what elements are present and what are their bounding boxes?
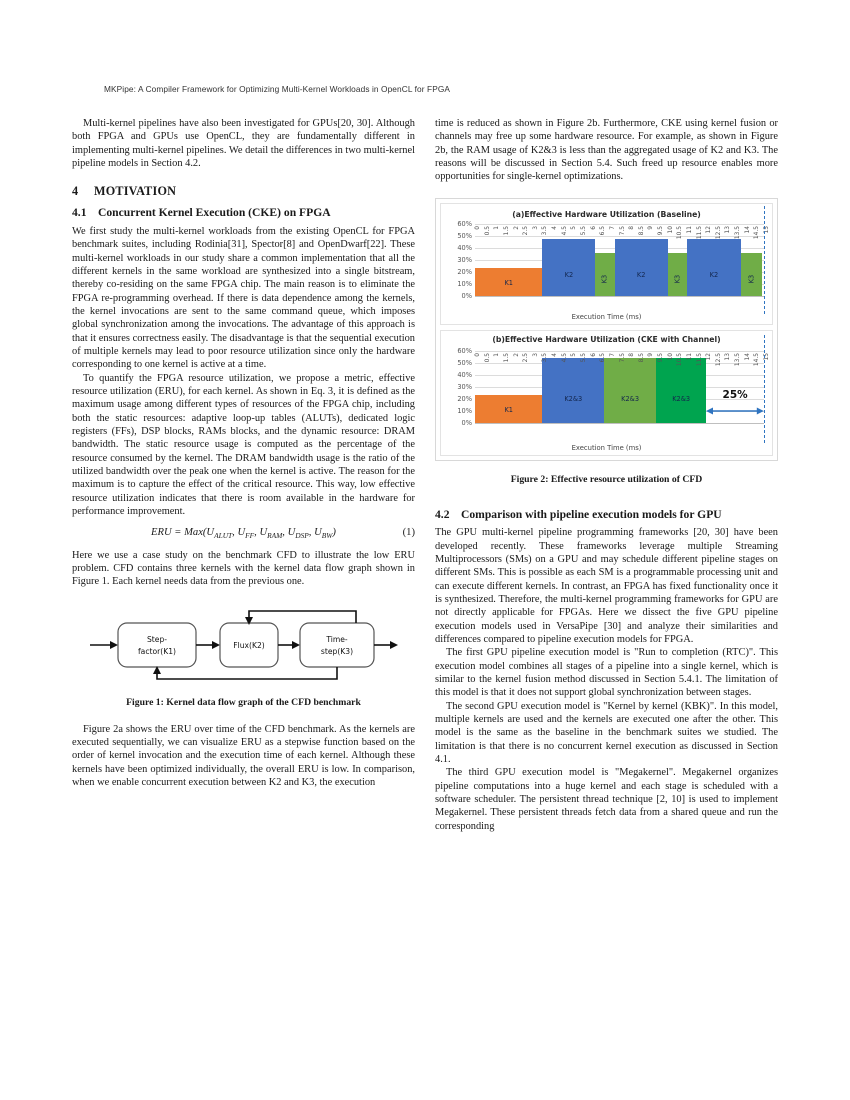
chart-savings-arrow [706,405,764,417]
chart-ytick-label: 0% [461,291,472,300]
paragraph-left-3: To quantify the FPGA resource utilization, we propose a metric, effective resource utilization (ERU), for each kernel. As shown in Eq. 3, it is defined as the maximum usage among different types of resources of the FPGA chip, including both the static resources: adaptive loop-up tables (ALUTs), dedicated logic registers (FFs), DSP blocks, RAMs blocks, and the dynamic resource: DRAM bandwidth. The static resource usage is computed as the percentage of the resource consumed by the kernel. The DRAM bandwidth usage is the ratio of the utilized bandwidth over the peak one when the kernel is active. The reason for the maximum is to capture the effect of the critical resource. This way, low effective resource utilization indicates that there is room available in the hardware for performance improvement. [72,372,415,518]
arrow-in-head [110,641,118,649]
chart-xtick-label: 0 [475,225,481,230]
chart-ytick-label: 40% [457,370,472,379]
chart-bar-label: K3 [673,274,682,284]
chart-xtick-label: 7.5 [619,225,626,236]
chart-xtick-label: 2.5 [523,225,530,236]
figure-2 [435,198,778,461]
left-column [72,117,415,789]
chart-xtick-label: 7 [609,352,616,357]
feedback-k3-k2-line [249,611,356,623]
chart-ytick-label: 60% [457,219,472,228]
chart-xtick-label: 15 [764,225,770,234]
node-timestep-k3 [300,623,374,667]
chart-xtick-label: 8 [629,225,636,230]
chart-xtick-label: 4.5 [561,225,568,236]
paragraph-right-4: The second GPU execution model is "Kernel by kernel (KBK)". In this model, multiple kernels are used and the kernels are executed one after the other. This model is the same as the baseline in the benchmark suites we studied. The limitation is that there is no concurrent kernel execution as discussed in Section 4.1. [435,700,778,766]
paragraph-left-4: Here we use a case study on the benchmark CFD to illustrate the low ERU problem. CFD contains three kernels with the kernel data flow graph shown in Figure 1. Each kernel needs data from the previous one. [72,549,415,588]
chart-b-xaxis-title: Execution Time (ms) [571,443,642,452]
chart-b-container [440,330,773,456]
node-stepfactor-k1 [118,623,196,667]
heading-subsection-42 [435,508,778,523]
chart-xtick-label: 12 [706,225,713,234]
chart-ytick-label: 30% [457,255,472,264]
chart-bar-label: K1 [504,279,513,288]
chart-xtick-label: 11 [686,225,693,234]
chart-marker-dashed-line [764,206,765,314]
chart-a-container [440,203,773,325]
chart-bar-label: K2 [709,270,719,279]
heading-subsection-41 [72,206,415,221]
chart-xtick-label: 9 [648,352,655,357]
chart-bar [604,358,656,423]
node-flux-k2-line1: Flux(K2) [232,640,265,650]
chart-xtick-label: 1 [494,225,501,230]
subsection-42-number: 4.2 [435,507,450,521]
chart-xtick-label: 8.5 [638,225,645,236]
feedback-k3-k1-line [157,667,337,679]
chart-xtick-label: 10.5 [677,225,684,239]
section-4-number: 4 [72,184,79,199]
chart-a-xaxis-title: Execution Time (ms) [571,312,642,321]
chart-xtick-label: 3.5 [542,225,549,236]
chart-bar-label: K2 [564,270,574,279]
chart-xtick-label: 5.5 [580,352,587,363]
arrow-out-head [390,641,398,649]
chart-gridline [475,224,764,225]
chart-bar-label: K3 [601,274,610,284]
paragraph-right-5: The third GPU execution model is "Megakernel". Megakernel organizes pipeline computations into a huge kernel and each stage is scheduled with a software scheduler. The persistent thread technique [2, 10] is used to implement Megakernel. These persistent threads fetch data from a shared queue and run the corresponding [435,767,778,832]
chart-b-plot-area [457,346,770,427]
chart-bar [741,253,762,296]
chart-xtick-label: 2 [513,352,520,357]
chart-xtick-label: 12.5 [715,225,722,239]
chart-xtick-label: 3 [532,352,539,357]
chart-bar-label: K2&3 [672,395,691,404]
chart-xtick-label: 8.5 [638,352,645,363]
chart-xtick-label: 13 [725,352,732,361]
arrow-k1-k2-head [212,641,220,649]
node-stepfactor-k1-line2: factor(K1) [137,646,176,656]
chart-xtick-label: 0.5 [484,352,491,363]
equation-1 [72,527,415,540]
chart-xtick-label: 7 [609,225,616,230]
chart-xtick-label: 9 [648,225,655,230]
chart-ytick-label: 10% [457,406,472,415]
equation-1-number: (1) [402,527,415,539]
chart-bar-label: K1 [504,406,513,415]
chart-xtick-label: 0.5 [484,225,491,236]
chart-ytick-label: 50% [457,231,472,240]
chart-bar [615,239,668,295]
chart-ytick-label: 50% [457,358,472,367]
chart-bar [656,358,706,423]
chart-bar [542,358,604,423]
right-column [435,117,778,833]
chart-xtick-label: 10 [667,352,674,361]
chart-xtick-label: 4.5 [561,352,568,363]
chart-xtick-label: 5.5 [580,225,587,236]
chart-xtick-label: 5 [571,225,578,230]
chart-gridline [475,351,764,352]
paragraph-right-1: time is reduced as shown in Figure 2b. Furthermore, CKE using kernel fusion or channels may free up some hardware resource. For example, as shown in Figure 2b, the RAM usage of K2&3 is less than the aggregated usage of K2 and K3. The reasons will be discussed in Section 5.4. Such freed up resource enables more opportunities for single-kernel optimizations. [435,118,778,183]
chart-xtick-label: 15 [764,352,770,361]
chart-savings-annotation: 25% [722,388,748,401]
figure-1 [72,605,415,687]
chart-xtick-label: 6 [590,352,597,357]
subsection-41-number: 4.1 [72,206,87,220]
chart-xtick-label: 12 [706,352,713,361]
chart-ytick-label: 30% [457,382,472,391]
chart-bar [475,395,542,423]
subsection-42-title: Comparison with pipeline execution models for GPU [461,507,722,521]
chart-xtick-label: 1 [494,352,501,357]
paragraph-left-5: Figure 2a shows the ERU over time of the CFD benchmark. As the kernels are executed sequentially, we can visualize ERU as a stepwise function based on the order of kernel invocation and the execution time of each kernel. Although these kernels have been optimized individually, the overall ERU is low. In comparison, when we enable concurrent execution between K2 and K3, the execution [72,723,415,788]
node-timestep-k3-line1: Time- [325,634,348,644]
chart-ytick-label: 20% [457,267,472,276]
chart-ytick-label: 0% [461,418,472,427]
chart-bar-label: K2&3 [564,395,583,404]
chart-bar [668,253,687,296]
chart-xtick-label: 8 [629,352,636,357]
chart-xtick-label: 13 [725,225,732,234]
chart-xtick-label: 6 [590,225,597,230]
chart-xtick-label: 3 [532,225,539,230]
chart-marker-dashed-line [764,335,765,443]
chart-ytick-label: 10% [457,279,472,288]
chart-b-title: (b)Effective Hardware Utilization (CKE with Channel) [492,334,721,344]
chart-xtick-label: 3.5 [542,352,549,363]
figure-2-caption: Figure 2: Effective resource utilization of CFD [510,473,703,485]
section-4-title: MOTIVATION [94,184,177,199]
chart-ytick-label: 20% [457,394,472,403]
chart-xtick-label: 7.5 [619,352,626,363]
chart-a-title: (a)Effective Hardware Utilization (Baseline) [512,209,701,219]
chart-bar-label: K3 [747,274,756,284]
chart-xtick-label: 9.5 [658,225,665,236]
paragraph-left-2: We first study the multi-kernel workloads from the existing OpenCL for FPGA benchmark suites, including Rodinia[31], Spector[8] and OpenDwarf[22]. These multi-kernel workloads in our study share a common implementation that all the different kernels in the same workload are synthesized into a single bitstream, thereby co-residing on the same FPGA chip. The main reason is to eliminate the FPGA re-programming overhead. If there is data dependence among the kernels, the kernel invocations are sent to the same command queue, which imposes global synchronization among the invocations. The advantage of this approach is that it ensures correctness easily. The disadvantage is that the sequential execution of multiple kernels may lead to poor resource utilization since only the hardware corresponding to one kernel is active at a time. [72,225,415,371]
chart-xtick-label: 10 [667,225,674,234]
chart-xtick-label: 2 [513,225,520,230]
chart-xtick-label: 9.5 [658,352,665,363]
chart-xtick-label: 6.5 [600,225,607,236]
chart-xtick-label: 1.5 [503,225,510,236]
chart-xtick-label: 4 [552,352,559,357]
chart-xtick-label: 13.5 [735,352,742,366]
paragraph-left-1: Multi-kernel pipelines have also been investigated for GPUs[20, 30]. Although both FPGA and GPUs use OpenCL, they are fundamentally different in implementing multi-kernel pipelines. We detail the differences in two multi-kernel pipeline models in Section 4.2. [72,118,415,170]
chart-xtick-label: 14.5 [754,225,761,239]
chart-gridline [475,423,764,424]
chart-bar [595,253,614,296]
node-stepfactor-k1-line1: Step- [146,634,167,644]
heading-section-4 [72,184,415,199]
chart-bar [687,239,741,295]
paragraph-right-3: The first GPU pipeline execution model is "Run to completion (RTC)". This execution model combines all stages of a pipeline into a single kernel, which is similar to the kernel fusion method discussed in Section 5.4.1. The limitation of this model is that it does not support global synchronization between stages. [435,647,778,699]
chart-xtick-label: 13.5 [735,225,742,239]
chart-gridline [475,296,764,297]
chart-xtick-label: 14 [744,352,751,361]
node-timestep-k3-line2: step(K3) [320,646,353,656]
arrow-k2-k3-head [292,641,300,649]
chart-ytick-label: 40% [457,243,472,252]
chart-xtick-label: 4 [552,225,559,230]
figure-1-diagram [84,605,404,685]
chart-xtick-label: 11.5 [696,225,703,239]
two-column-body [72,117,778,1017]
chart-bar [475,268,542,296]
chart-bar-label: K2 [636,270,646,279]
chart-a-plot-area [457,219,770,300]
chart-xtick-label: 2.5 [523,352,530,363]
chart-xtick-label: 11.5 [696,352,703,366]
equation-1-body: ERU = $Max(U_{ALUT}$, $U_{FF}$, $U_{RAM}$, $U_{DSP}$, $U_{BW}$) [151,527,336,541]
chart-ytick-label: 60% [457,346,472,355]
paragraph-right-2: The GPU multi-kernel pipeline programming frameworks [20, 30] have been developed recently. These frameworks leverage multiple Streaming Multiprocessors (SMs) on a GPU and may schedule different pipeline stages on different SMs. This is possible as each SM is a programmable processing unit and can execute different kernels. In contrast, an FPGA has fixed functionality once it is synthesized. Therefore, the multi-kernel programming frameworks for GPU are not directly applicable for FPGAs. Here we dissect the five GPU pipeline execution models used in VersaPipe [30] and analyze their similarities and differences compared to pipeline execution models for FPGA. [435,527,778,645]
chart-bar [542,239,595,295]
chart-xtick-label: 11 [686,352,693,361]
chart-xtick-label: 12.5 [715,352,722,366]
figure-1-caption: Figure 1: Kernel data flow graph of the CFD benchmark [126,696,361,708]
chart-xtick-label: 14 [744,225,751,234]
chart-xtick-label: 1.5 [503,352,510,363]
chart-xtick-label: 0 [475,352,481,357]
chart-xtick-label: 10.5 [677,352,684,366]
chart-xtick-label: 14.5 [754,352,761,366]
chart-xtick-label: 6.5 [600,352,607,363]
subsection-41-title: Concurrent Kernel Execution (CKE) on FPGA [98,206,331,220]
chart-xtick-label: 5 [571,352,578,357]
running-head: MKPipe: A Compiler Framework for Optimizing Multi-Kernel Workloads in OpenCL for FPGA [104,84,451,94]
chart-bar-label: K2&3 [621,395,640,404]
